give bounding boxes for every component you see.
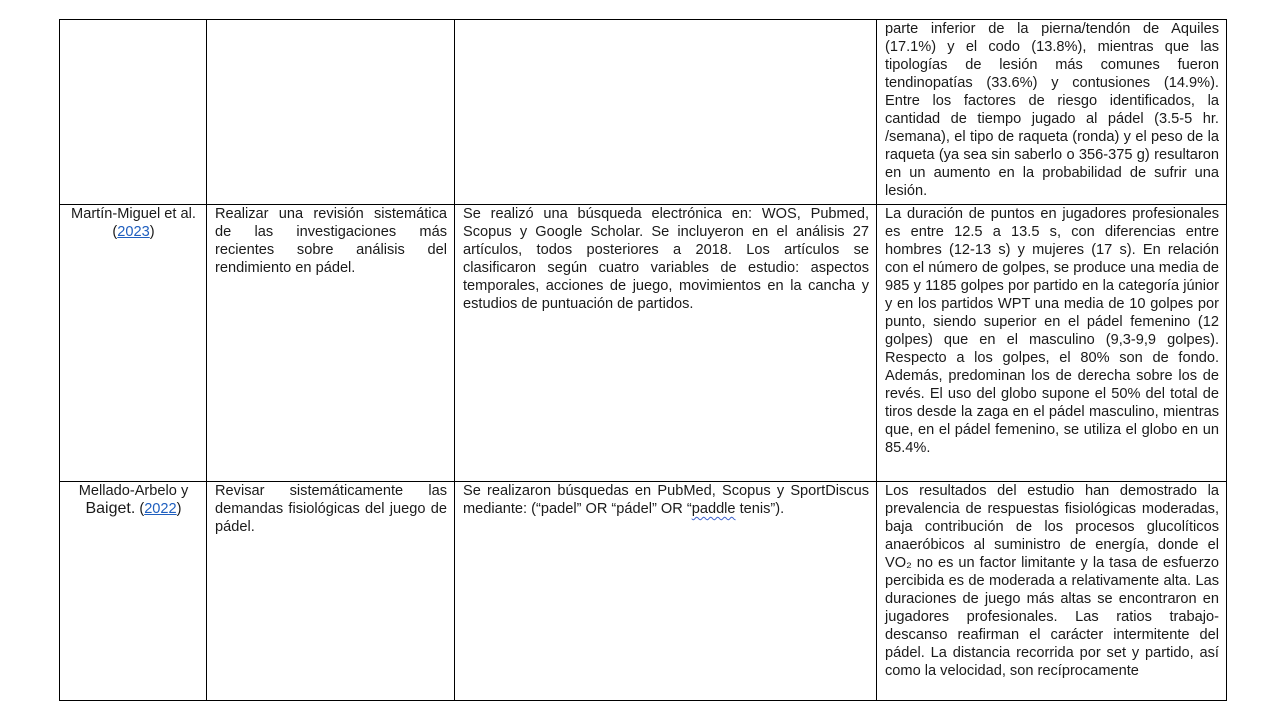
study-cell bbox=[60, 20, 207, 205]
study-author: Mellado-Arbelo y bbox=[78, 483, 189, 499]
method-text: Se realizaron búsquedas en PubMed, Scopus y SportDiscus mediante: (“padel” OR “pádel” OR “ bbox=[463, 483, 869, 517]
study-paren: ) bbox=[149, 224, 155, 240]
study-year-link[interactable]: 2023 bbox=[117, 224, 150, 240]
method-text-end: tenis”). bbox=[735, 501, 785, 517]
objective-cell bbox=[207, 482, 455, 701]
spellcheck-flagged-word[interactable]: paddle bbox=[691, 501, 736, 517]
results-cell bbox=[877, 20, 1227, 205]
study-paren: ) bbox=[176, 501, 182, 517]
study-cell bbox=[60, 205, 207, 482]
results-text: Los resultados del estudio han demostrado la prevalencia de respuestas fisiológicas moderadas, baja contribución de los procesos glucolíticos anaeróbicos al suministro de energía, donde el VO₂ no es un factor limitante y la tasa de esfuerzo percibida es de moderada a relativamente alta. Las duraciones de juego más altas se encontraron en jugadores profesionales. Las ratios trabajo-descanso reafirman el carácter intermitente del pádel. La distancia recorrida por set y partido, así como la velocidad, son recíprocamente bbox=[885, 483, 1219, 679]
method-text: Se realizó una búsqueda electrónica en: WOS, Pubmed, Scopus y Google Scholar. Se incluyeron en el análisis 27 artículos, todos posteriores a 2018. Los artículos se clasificaron según cuatro variables de estudio: aspectos temporales, acciones de juego, movimientos en la cancha y estudios de puntuación de partidos. bbox=[463, 206, 869, 312]
study-author-2: Baiget. bbox=[85, 500, 136, 517]
study-year-link[interactable]: 2022 bbox=[144, 501, 177, 517]
review-table bbox=[59, 19, 1227, 701]
method-cell bbox=[455, 20, 877, 205]
results-cell bbox=[877, 482, 1227, 701]
study-cell bbox=[60, 482, 207, 701]
results-text: parte inferior de la pierna/tendón de Aquiles (17.1%) y el codo (13.8%), mientras que las tipologías de lesión más comunes fueron tendinopatías (33.6%) y contusiones (14.9%). Entre los factores de riesgo identificados, la cantidad de tiempo jugado al pádel (3.5-5 hr. /semana), el tipo de raqueta (ronda) y el peso de la raqueta (ya sea sin saberlo o 356-375 g) resultaron en un aumento en la probabilidad de sufrir una lesión. bbox=[885, 21, 1219, 199]
study-paren-open: ( bbox=[135, 501, 145, 517]
objective-text: Realizar una revisión sistemática de las investigaciones más recientes sobre análisis del rendimiento en pádel. bbox=[215, 206, 447, 276]
method-cell bbox=[455, 205, 877, 482]
table-row bbox=[60, 482, 1227, 701]
results-cell bbox=[877, 205, 1227, 482]
table-row bbox=[60, 205, 1227, 482]
objective-cell bbox=[207, 20, 455, 205]
objective-text: Revisar sistemáticamente las demandas fisiológicas del juego de pádel. bbox=[215, 483, 447, 535]
results-text: La duración de puntos en jugadores profesionales es entre 12.5 a 13.5 s, con diferencias entre hombres (12-13 s) y mujeres (17 s). En relación con el número de golpes, se produce una media de 985 y 1185 golpes por partido en la categoría júnior y en los partidos WPT una media de 10 golpes por punto, siendo superior en el pádel femenino (12 golpes) que en el masculino (9,3-9,9 golpes). Respecto a los golpes, el 80% son de fondo. Además, predominan los de derecha sobre los de revés. El uso del globo supone el 50% del total de tiros desde la zaga en el pádel masculino, mientras que, en el pádel femenino, se utiliza el globo en un 85.4%. bbox=[885, 206, 1219, 456]
table-row bbox=[60, 20, 1227, 205]
method-cell bbox=[455, 482, 877, 701]
study-author: Martín-Miguel et al. ( bbox=[71, 206, 196, 240]
objective-cell bbox=[207, 205, 455, 482]
